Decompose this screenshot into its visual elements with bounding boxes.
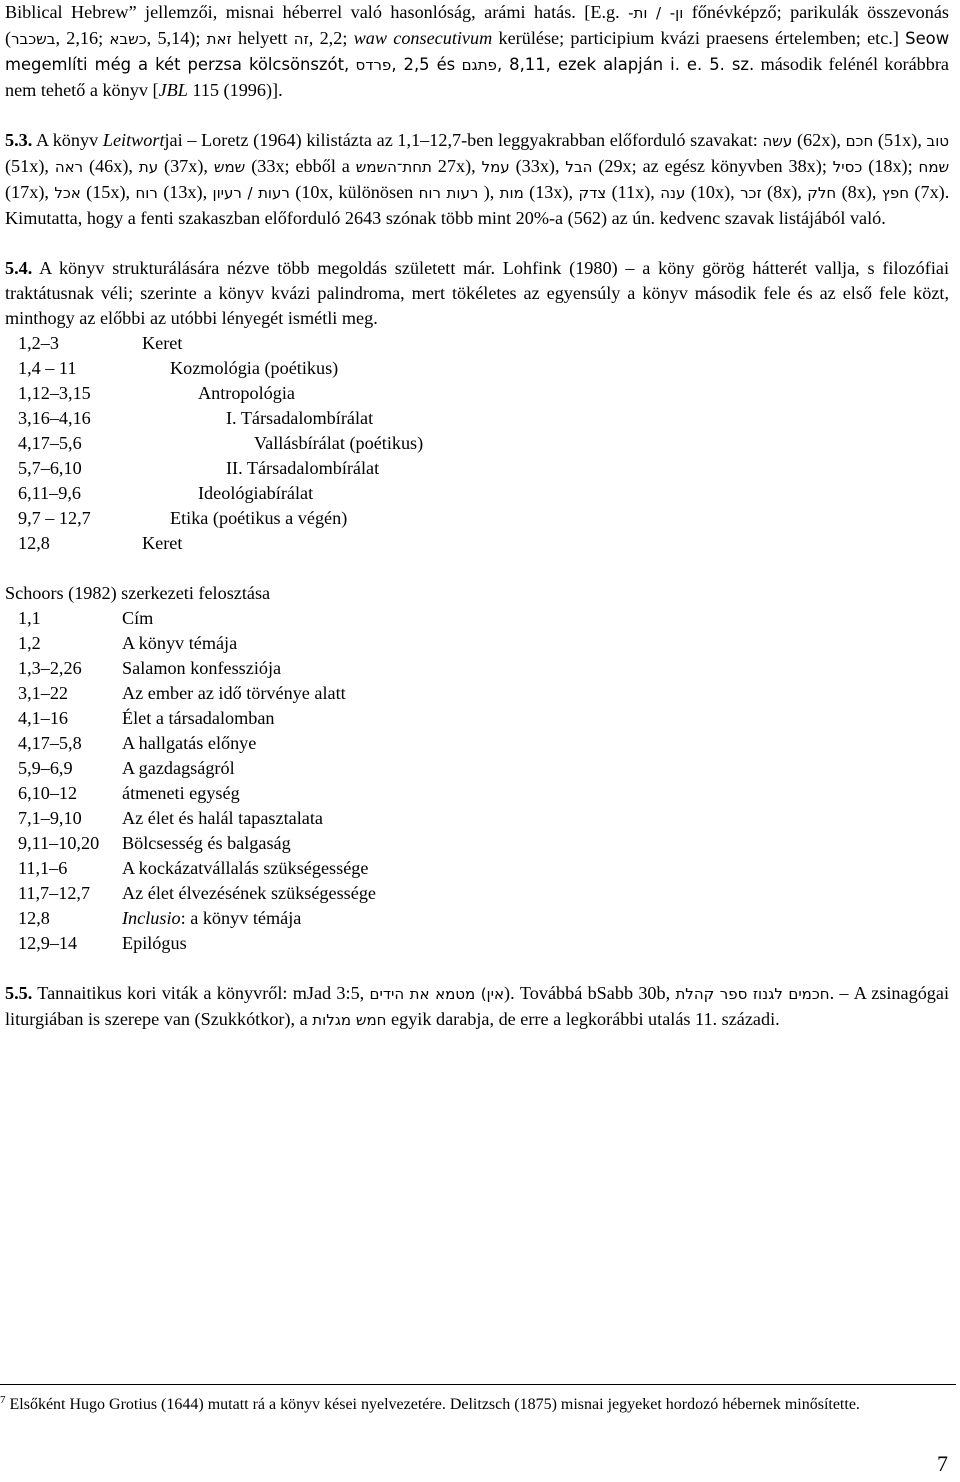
leitwort-count: (17x), — [5, 182, 49, 202]
outline-label — [122, 381, 295, 406]
outline-row — [5, 681, 949, 706]
outline-ref: 1,2–3 — [18, 333, 59, 353]
leitwort-count: (11x), — [611, 182, 655, 202]
outline-row — [5, 431, 949, 456]
footnote — [0, 1393, 944, 1417]
outline-ref: 11,1–6 — [18, 858, 68, 878]
outline-label — [122, 656, 281, 681]
outline-label — [122, 806, 323, 831]
leitwort-hebrew: עמל — [481, 158, 510, 176]
outline-row — [5, 381, 949, 406]
outline-label-text: Epilógus — [122, 933, 187, 953]
text-run: , 2,2; — [308, 28, 348, 48]
italic-term: JBL — [158, 80, 188, 100]
leitwort-hebrew: חלק — [807, 184, 837, 202]
text-run: Tannaitikus kori viták a könyvről: mJad 3:5, — [37, 983, 365, 1003]
outline-ref: 1,12–3,15 — [18, 383, 91, 403]
outline-label — [122, 606, 153, 631]
leitwort-count: (15x), — [86, 182, 131, 202]
outline-ref: 9,7 – 12,7 — [18, 508, 91, 528]
leitwort-hebrew: רוח — [135, 184, 158, 202]
leitwort-hebrew: כסיל — [832, 158, 863, 176]
outline-ref: 6,11–9,6 — [18, 483, 81, 503]
text-run: A könyv — [35, 130, 99, 150]
outline-ref: 4,17–5,8 — [18, 733, 82, 753]
leitwort-hebrew: ענה — [660, 184, 686, 202]
outline-label-text: Cím — [122, 608, 154, 628]
outline-row — [5, 831, 949, 856]
hebrew-phrase: חמש מגלות — [312, 1011, 387, 1029]
text-run: 115 (1996)]. — [192, 80, 283, 100]
outline-ref: 1,1 — [18, 608, 41, 628]
hebrew-phrase: אין) מטמא את הידים — [369, 985, 505, 1003]
outline-label-text: I. Társadalombírálat — [226, 408, 374, 428]
outline-row — [5, 506, 949, 531]
leitwort-count: 27x), — [437, 156, 476, 176]
outline-row — [5, 531, 949, 556]
outline-label-text: Etika (poétikus a végén) — [170, 508, 348, 528]
leitwort-count: (46x), — [89, 156, 133, 176]
text-run: második felénél korábbra nem tehető a könyv [ — [5, 54, 949, 100]
leitwort-count: (10x, különösen — [295, 182, 414, 202]
schoors-outline — [5, 606, 949, 956]
italic-term: waw consecutivum — [353, 28, 493, 48]
leitwort-count: (33x), — [515, 156, 560, 176]
leitwort-count: (8x), — [841, 182, 877, 202]
section-number: 5.4. — [5, 258, 33, 278]
text-run: , 5,14); — [146, 28, 201, 48]
schoors-title: Schoors (1982) szerkezeti felosztása — [5, 583, 271, 603]
hebrew-word: בשכבר — [11, 30, 56, 48]
outline-label-text: A hallgatás előnye — [122, 733, 257, 753]
lohfink-outline — [5, 331, 949, 556]
outline-ref: 12,9–14 — [18, 933, 78, 953]
outline-ref: 9,11–10,20 — [18, 833, 100, 853]
outline-row — [5, 756, 949, 781]
outline-label — [122, 681, 346, 706]
outline-label-text: A kockázatvállalás szükségessége — [122, 858, 369, 878]
text-run: helyett — [238, 28, 288, 48]
outline-row — [5, 406, 949, 431]
outline-label — [122, 531, 182, 556]
section-number: 5.5. — [5, 983, 33, 1003]
outline-label — [122, 881, 376, 906]
leitwort-hebrew: חכם — [845, 132, 874, 150]
outline-label — [122, 706, 275, 731]
outline-label — [122, 781, 240, 806]
leitwort-hebrew: רעות / רעיון — [212, 184, 290, 202]
outline-label — [122, 856, 368, 881]
outline-ref: 3,16–4,16 — [18, 408, 91, 428]
outline-label-text: Az élet és halál tapasztalata — [122, 808, 323, 828]
outline-label — [122, 506, 347, 531]
text-run: . – A zsinagógai liturgiában is szerepe van (Szukkótkor), a — [5, 983, 950, 1029]
leitwort-hebrew: טוב — [926, 132, 950, 150]
structure-paragraph — [5, 256, 949, 331]
tannaitic-paragraph — [5, 981, 949, 1033]
outline-ref: 5,9–6,9 — [18, 758, 73, 778]
leitwort-hebrew: זכר — [740, 184, 762, 202]
outline-label — [122, 731, 256, 756]
hebrew-word: פתגם — [461, 56, 497, 74]
section-number: 5.3. — [5, 130, 33, 150]
leitwort-hebrew: ראה — [54, 158, 84, 176]
text-run: A könyv strukturálására nézve több megoldás született már. — [39, 258, 495, 278]
outline-label — [122, 931, 187, 956]
outline-label-text: Keret — [142, 333, 183, 353]
outline-row — [5, 931, 949, 956]
outline-ref: 7,1–9,10 — [18, 808, 82, 828]
outline-row — [5, 856, 949, 881]
text-run: főnévképző; parikulák összevonás ( — [5, 2, 950, 48]
outline-ref: 1,4 – 11 — [18, 358, 77, 378]
outline-label-italic: Inclusio — [122, 908, 181, 928]
leitwort-count: (62x), — [796, 130, 841, 150]
outline-label-text: Ideológiabírálat — [198, 483, 314, 503]
outline-label — [122, 456, 379, 481]
outline-label-text: Vallásbírálat (poétikus) — [254, 433, 424, 453]
outline-label — [122, 631, 237, 656]
leitwort-paragraph — [5, 128, 949, 231]
leitwort-hebrew: עת — [138, 158, 159, 176]
text-run: ). Továbbá bSabb 30b, — [504, 983, 671, 1003]
outline-label-text: Az ember az idő törvénye alatt — [122, 683, 346, 703]
leitwort-hebrew: מות — [499, 184, 524, 202]
outline-row — [5, 806, 949, 831]
hebrew-word: זאת — [206, 30, 232, 48]
hebrew-phrase: חכמים לגנוז ספר קהלת — [675, 985, 830, 1003]
outline-ref: 3,1–22 — [18, 683, 69, 703]
outline-ref: 12,8 — [18, 533, 50, 553]
leitwort-hebrew: שמח — [918, 158, 950, 176]
outline-ref: 1,3–2,26 — [18, 658, 82, 678]
outline-label-text: : a könyv témája — [180, 908, 302, 928]
leitwort-count: (37x), — [164, 156, 208, 176]
outline-label-text: átmeneti egység — [122, 783, 240, 803]
leitwort-hebrew: תחת־השמש — [355, 158, 432, 176]
leitwort-count: (8x), — [767, 182, 802, 202]
outline-row — [5, 481, 949, 506]
footnote-marker: 7 — [0, 1394, 6, 1406]
outline-label — [122, 331, 182, 356]
leitwort-count: ), — [483, 182, 495, 202]
leitwort-count: (10x), — [690, 182, 735, 202]
leitwort-hebrew: חפץ — [881, 184, 910, 202]
outline-label-text: Antropológia — [198, 383, 295, 403]
leitwort-hebrew: עשה — [762, 132, 793, 150]
page-number: 7 — [937, 1451, 948, 1476]
outline-label-text: Az élet élvezésének szükségessége — [122, 883, 376, 903]
outline-label — [122, 406, 373, 431]
hebrew-word: כשבא — [109, 30, 147, 48]
intro-paragraph — [5, 0, 949, 103]
outline-label-text: Keret — [142, 533, 183, 553]
outline-label-text: A gazdagságról — [122, 758, 235, 778]
outline-label — [122, 756, 235, 781]
text-run: Lohfink (1980) – a köny görög hátterét vallja, s filozófiai traktátusnak véli; szerinte a könyv kvázi palindroma, mert tökéletes az egyensúly a könyv második fele és az első fele közt, minthogy az előbbi az utóbbi lényegét ismétli meg. — [5, 258, 950, 328]
leitwort-count: (29x; az egész könyvben 38x); — [598, 156, 827, 176]
leitwort-count: (51x), — [5, 156, 49, 176]
footnote-text: Elsőként Hugo Grotius (1644) mutatt rá a könyv kései nyelvezetére. Delitzsch (1875) misnai jegyeket hordozó hébernek minősítette. — [9, 1396, 860, 1413]
leitwort-hebrew: הבל — [565, 158, 593, 176]
text-run: , 2,5 és — [391, 55, 456, 74]
outline-row — [5, 781, 949, 806]
text-run: jai – Loretz (1964) kilistázta az 1,1–12,7-ben leggyakrabban előforduló szavakat: — [164, 130, 758, 150]
outline-row — [5, 606, 949, 631]
outline-ref: 6,10–12 — [18, 783, 78, 803]
hebrew-word: פרדס — [355, 56, 392, 74]
leitwort-count: (13x), — [529, 182, 574, 202]
italic-term: Leitwort — [102, 130, 165, 150]
footnote-divider — [0, 1384, 956, 1385]
leitwort-count: (33x; ebből a — [251, 156, 350, 176]
text-run: , 8,11, ezek alapján i. e. 5. sz. — [496, 55, 755, 74]
leitwort-hebrew: צדק — [578, 184, 607, 202]
text-run: kerülése; participium kvázi praesens értelemben; etc.] — [498, 28, 899, 48]
leitwort-hebrew: אכל — [54, 184, 81, 202]
page-body — [5, 0, 949, 1033]
outline-row — [5, 731, 949, 756]
outline-label — [122, 831, 291, 856]
leitwort-count: (51x), — [877, 130, 922, 150]
outline-ref: 4,17–5,6 — [18, 433, 82, 453]
outline-label — [122, 431, 423, 456]
hebrew-word: ון- / ות- — [628, 4, 684, 22]
hebrew-word: זה — [293, 30, 309, 48]
outline-ref: 5,7–6,10 — [18, 458, 82, 478]
outline-ref: 1,2 — [18, 633, 41, 653]
leitwort-count: (18x); — [868, 156, 913, 176]
outline-row — [5, 456, 949, 481]
outline-row — [5, 331, 949, 356]
text-run: Seow megemlíti még a két perzsa kölcsönszót, — [5, 29, 950, 74]
outline-label — [122, 906, 301, 931]
outline-row — [5, 656, 949, 681]
outline-label-text: Kozmológia (poétikus) — [170, 358, 339, 378]
outline-label — [122, 356, 338, 381]
leitwort-count: (13x), — [163, 182, 208, 202]
outline-ref: 4,1–16 — [18, 708, 69, 728]
leitwort-hebrew: שמש — [213, 158, 246, 176]
outline-row — [5, 631, 949, 656]
outline-row — [5, 906, 949, 931]
outline-label-text: II. Társadalombírálat — [226, 458, 380, 478]
outline-ref: 12,8 — [18, 908, 50, 928]
outline-ref: 11,7–12,7 — [18, 883, 91, 903]
text-run: Kimutatta, hogy a fenti szakaszban előforduló 2643 szónak több mint 20%-a (562) az ún. kedvenc szavak listájából való. — [5, 208, 886, 228]
outline-row — [5, 356, 949, 381]
outline-label-text: Bölcsesség és balgaság — [122, 833, 291, 853]
outline-row — [5, 706, 949, 731]
outline-label-text: Élet a társadalomban — [122, 708, 275, 728]
outline-label-text: Salamon konfessziója — [122, 658, 282, 678]
outline-label — [122, 481, 313, 506]
outline-row — [5, 881, 949, 906]
leitwort-count: (7x). — [914, 182, 950, 202]
leitwort-hebrew: רעות רוח — [418, 184, 479, 202]
text-run: egyik darabja, de erre a legkorábbi utalás 11. századi. — [391, 1009, 780, 1029]
text-run: , 2,16; — [55, 28, 104, 48]
text-run: Biblical Hebrew” jellemzői, misnai héberrel való hasonlóság, arámi hatás. [E.g. — [5, 2, 620, 22]
outline-label-text: A könyv témája — [122, 633, 238, 653]
